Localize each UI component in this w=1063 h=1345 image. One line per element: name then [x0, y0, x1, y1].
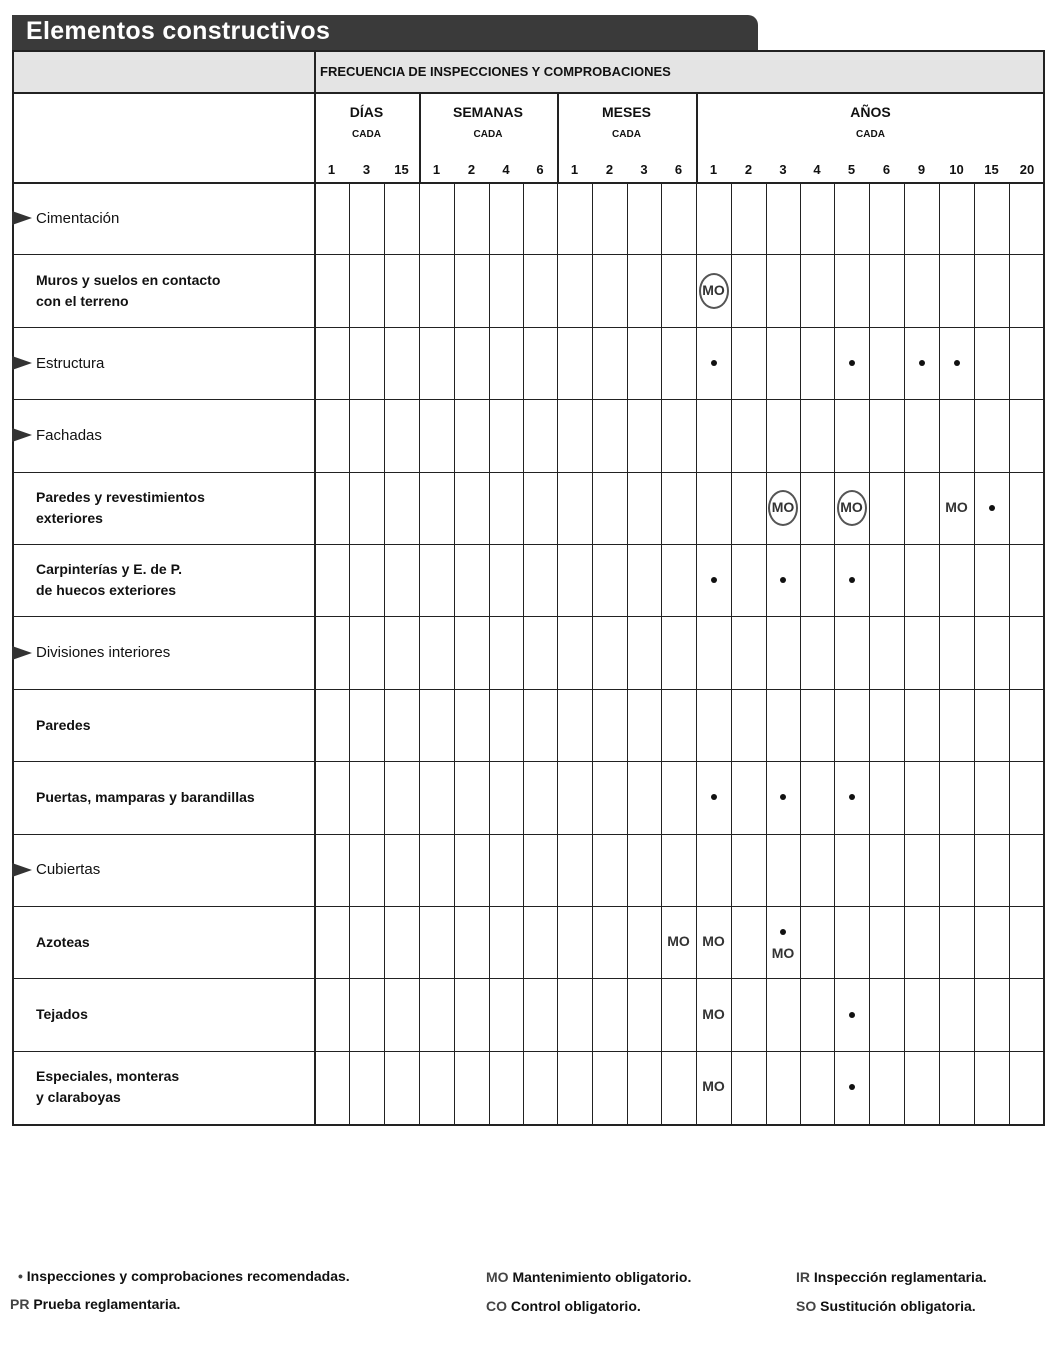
legend-code: IR [796, 1269, 814, 1285]
group-header-2 [557, 104, 696, 140]
interval-tick: 10 [949, 162, 964, 177]
row-line [12, 906, 1045, 907]
legend-code: SO [796, 1298, 821, 1314]
column-line [419, 182, 420, 1126]
mandatory-maintenance-mark: MO [702, 933, 725, 950]
interval-tick: 6 [674, 162, 683, 177]
interval-tick: 4 [502, 162, 510, 177]
interval-tick: 5 [847, 162, 856, 177]
category-arrow-icon [12, 211, 32, 225]
column-line [800, 182, 801, 1126]
recommended-inspection-dot [849, 794, 855, 800]
column-line [974, 182, 975, 1126]
row-line [12, 472, 1045, 473]
recommended-inspection-dot [919, 360, 925, 366]
mark-circle [768, 490, 798, 526]
column-line [557, 182, 558, 1126]
recommended-inspection-dot [849, 360, 855, 366]
legend-code: MO [486, 1269, 513, 1285]
group-sub: CADA [612, 129, 641, 140]
recommended-inspection-dot [954, 360, 960, 366]
category-arrow-icon [12, 428, 32, 442]
column-line [661, 182, 662, 1126]
title-bar [12, 15, 758, 50]
row-line [12, 1051, 1045, 1052]
column-line [1009, 182, 1010, 1126]
row-label: Paredes y revestimientos exteriores [36, 488, 205, 526]
group-header-1 [419, 104, 557, 140]
row-line [12, 399, 1045, 400]
label-column-divider [314, 50, 316, 1126]
column-line [766, 182, 767, 1126]
interval-tick: 2 [605, 162, 614, 177]
row-line [12, 978, 1045, 979]
column-line [904, 182, 905, 1126]
row-line [12, 761, 1045, 762]
interval-tick: 1 [570, 162, 579, 177]
group-name: SEMANAS [452, 104, 523, 120]
row-line [12, 327, 1045, 328]
interval-tick: 15 [984, 162, 999, 177]
row-label: Estructura [36, 354, 105, 372]
legend-text: Control obligatorio. [510, 1298, 641, 1314]
interval-tick: 9 [917, 162, 926, 177]
mandatory-maintenance-mark: MO [771, 498, 795, 515]
group-name: AÑOS [850, 104, 891, 120]
recommended-inspection-dot [711, 360, 717, 366]
column-line [454, 182, 455, 1126]
recommended-inspection-dot [849, 1084, 855, 1090]
row-line [12, 544, 1045, 545]
row-line [12, 689, 1045, 690]
group-header-3 [696, 104, 1045, 140]
group-name: DÍAS [349, 104, 384, 120]
row-label: Carpinterías y E. de P. de huecos exteriores [36, 561, 183, 599]
row-line [12, 254, 1045, 255]
legend-text: Prueba reglamentaria. [33, 1296, 181, 1312]
legend-item [10, 1296, 180, 1312]
column-line [869, 182, 870, 1126]
category-arrow-icon [12, 356, 32, 370]
interval-tick: 6 [536, 162, 544, 177]
legend-item [486, 1269, 691, 1285]
column-line [349, 182, 350, 1126]
legend-item [796, 1269, 987, 1285]
mandatory-maintenance-mark: MO [702, 1005, 725, 1022]
row-label: Divisiones interiores [36, 644, 171, 662]
column-line [627, 182, 628, 1126]
category-arrow-icon [12, 863, 32, 877]
row-line [12, 616, 1045, 617]
row-label: Muros y suelos en contacto con el terreno [36, 271, 221, 309]
column-line [696, 182, 697, 1126]
interval-tick: 1 [709, 162, 718, 177]
row-label: Cimentación [36, 209, 120, 227]
column-line [523, 182, 524, 1126]
recommended-inspection-dot [849, 577, 855, 583]
row-label: Especiales, monteras y claraboyas [36, 1068, 180, 1105]
interval-tick: 1 [327, 162, 336, 177]
mandatory-maintenance-mark: MO [771, 945, 795, 962]
column-line [384, 182, 385, 1126]
legend-text: Inspección reglamentaria. [813, 1269, 987, 1285]
group-sub: CADA [352, 129, 381, 140]
mandatory-maintenance-mark: MO [840, 498, 863, 515]
group-name: MESES [601, 104, 651, 120]
column-line [834, 182, 835, 1126]
interval-tick: 1 [432, 162, 441, 177]
group-header-0 [314, 104, 419, 140]
header-bottom-rule [12, 182, 1045, 184]
row-label: Paredes [36, 716, 91, 733]
recommended-inspection-dot [849, 1012, 855, 1018]
interval-tick: 6 [882, 162, 891, 177]
group-sub: CADA [856, 129, 885, 140]
row-line [12, 834, 1045, 835]
legend-item [486, 1298, 641, 1314]
page-title: Elementos constructivos [26, 17, 331, 45]
interval-tick: 15 [394, 162, 409, 177]
mark-circle [699, 273, 729, 309]
row-label: Azoteas [36, 933, 90, 950]
legend-text: Mantenimiento obligatorio. [512, 1269, 692, 1285]
legend-text: Sustitución obligatoria. [820, 1298, 976, 1314]
interval-tick: 2 [744, 162, 753, 177]
group-sub: CADA [473, 129, 503, 140]
mandatory-maintenance-mark: MO [667, 933, 690, 950]
legend-code: CO [486, 1298, 511, 1314]
category-arrow-icon [12, 646, 32, 660]
column-line [731, 182, 732, 1126]
legend-text: Inspecciones y comprobaciones recomendadas. [26, 1268, 350, 1284]
interval-tick: 3 [640, 162, 648, 177]
column-line [489, 182, 490, 1126]
interval-tick: 20 [1019, 162, 1035, 177]
mandatory-maintenance-mark: MO [702, 281, 725, 298]
mandatory-maintenance-mark: MO [945, 498, 968, 515]
recommended-inspection-dot [711, 794, 717, 800]
row-label: Tejados [36, 1006, 88, 1023]
interval-tick: 2 [467, 162, 476, 177]
legend-item [796, 1298, 976, 1314]
frequency-title: FRECUENCIA DE INSPECCIONES Y COMPROBACIONES [320, 64, 671, 79]
column-line [939, 182, 940, 1126]
row-label: Puertas, mamparas y barandillas [36, 788, 255, 805]
recommended-inspection-dot [711, 577, 717, 583]
legend-code: • [18, 1268, 27, 1284]
interval-tick: 4 [813, 162, 821, 177]
interval-tick: 3 [362, 162, 371, 177]
column-line [592, 182, 593, 1126]
mandatory-maintenance-mark: MO [702, 1078, 725, 1094]
row-label: Fachadas [36, 426, 102, 444]
mark-circle [837, 490, 867, 526]
row-label: Cubiertas [36, 861, 101, 879]
legend-code: PR [10, 1296, 34, 1312]
recommended-inspection-dot [989, 505, 995, 511]
legend-item [18, 1268, 350, 1284]
interval-tick: 3 [779, 162, 787, 177]
